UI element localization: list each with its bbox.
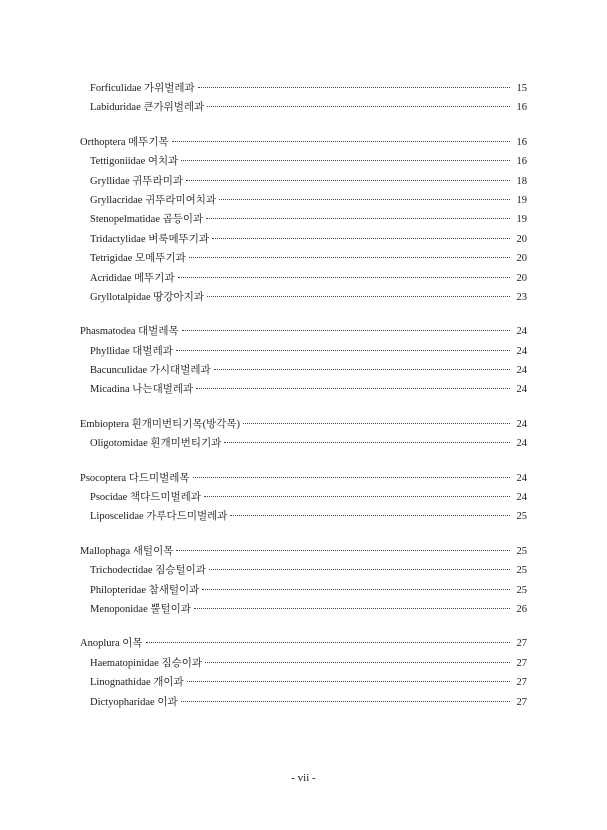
dot-leader [189,257,510,258]
dot-leader [230,515,510,516]
toc-entry-page: 26 [516,603,527,615]
toc-entry-label: Linognathidae 개이과 [90,677,184,689]
toc-entry-page: 25 [516,584,527,596]
toc-family-entry[interactable] [80,249,527,268]
dot-leader [224,442,510,443]
toc-entry-page: 24 [516,438,527,450]
toc-entry-page: 16 [516,102,527,114]
dot-leader [146,642,510,643]
toc-family-entry[interactable] [80,488,527,507]
toc-entry-label: Anoplura 이목 [80,638,143,650]
dot-leader [214,369,510,370]
toc-entry-page: 19 [516,214,527,226]
table-of-contents [80,79,527,712]
toc-entry-label: Stenopelmatidae 곱등이과 [90,214,204,226]
toc-entry-page: 25 [516,545,527,557]
toc-entry-page: 24 [516,492,527,504]
dot-leader [205,662,510,663]
toc-entry-label: Psocidae 책다드미벌레과 [90,492,201,504]
toc-family-entry[interactable] [80,654,527,673]
toc-family-entry[interactable] [80,210,527,229]
toc-order-entry[interactable] [80,469,527,488]
toc-entry-label: Menoponidae 뿔털이과 [90,603,191,615]
toc-entry-page: 24 [516,326,527,338]
toc-entry-label: Phyllidae 대벌레과 [90,345,173,357]
toc-family-entry[interactable] [80,288,527,307]
toc-entry-page: 16 [516,156,527,168]
toc-family-entry[interactable] [80,507,527,526]
toc-entry-page: 27 [516,696,527,708]
toc-entry-page: 24 [516,365,527,377]
toc-entry-page: 27 [516,657,527,669]
toc-entry-label: Philopteridae 참새털이과 [90,584,200,596]
dot-leader [172,141,510,142]
dot-leader [207,106,510,107]
toc-entry-label: Forficulidae 가위벌레과 [90,83,195,94]
toc-entry-label: Gryllacridae 귀뚜라미여치과 [90,194,217,206]
toc-family-entry[interactable] [80,693,527,712]
dot-leader [207,296,510,297]
toc-entry-page: 24 [516,472,527,484]
toc-family-entry[interactable] [80,361,527,380]
toc-family-entry[interactable] [80,172,527,191]
dot-leader [206,218,510,219]
toc-entry-page: 15 [516,83,527,94]
dot-leader [243,423,510,424]
toc-family-entry[interactable] [80,98,527,117]
toc-family-entry[interactable] [80,581,527,600]
toc-entry-label: Haematopinidae 짐승이과 [90,657,203,669]
toc-entry-label: Mallophaga 새털이목 [80,545,174,557]
toc-family-entry[interactable] [80,434,527,453]
dot-leader [176,350,510,351]
toc-entry-label: Gryllidae 귀뚜라미과 [90,175,183,187]
toc-family-entry[interactable] [80,380,527,399]
toc-family-entry[interactable] [80,673,527,692]
dot-leader [204,496,510,497]
page-number: - vii - [291,772,316,784]
toc-entry-label: Embioptera 흰개미번티기목(방각목) [80,418,241,430]
toc-entry-label: Orthoptera 메뚜기목 [80,136,169,148]
dot-leader [196,388,510,389]
toc-entry-label: Oligotomidae 흰개미번티기과 [90,438,222,450]
dot-leader [187,681,510,682]
toc-family-entry[interactable] [80,269,527,288]
toc-entry-label: Psocoptera 다드미벌레목 [80,472,190,484]
toc-family-entry[interactable] [80,230,527,249]
toc-entry-label: Bacunculidae 가시대벌레과 [90,365,211,377]
dot-leader [198,87,510,88]
toc-entry-label: Labiduridae 큰가위벌레과 [90,102,205,114]
dot-leader [181,701,510,702]
toc-order-entry[interactable] [80,322,527,341]
toc-entry-label: Liposcelidae 가루다드미벌레과 [90,511,228,523]
toc-entry-label: Trichodectidae 짐승털이과 [90,565,206,577]
toc-entry-page: 20 [516,272,527,284]
toc-entry-page: 18 [516,175,527,187]
toc-order-entry[interactable] [80,634,527,653]
toc-entry-page: 20 [516,253,527,265]
dot-leader [212,238,510,239]
toc-entry-page: 24 [516,345,527,357]
toc-entry-label: Tettigoniidae 여치과 [90,156,179,168]
toc-entry-page: 19 [516,194,527,206]
toc-entry-label: Phasmatodea 대벌레목 [80,326,179,338]
toc-family-entry[interactable] [80,342,527,361]
dot-leader [181,160,510,161]
toc-family-entry[interactable] [80,191,527,210]
toc-family-entry[interactable] [80,600,527,619]
toc-order-entry[interactable] [80,415,527,434]
toc-entry-label: Gryllotalpidae 땅강아지과 [90,291,204,303]
toc-entry-page: 25 [516,511,527,523]
toc-family-entry[interactable] [80,79,527,98]
dot-leader [202,589,510,590]
dot-leader [209,569,510,570]
toc-entry-label: Tridactylidae 벼룩메뚜기과 [90,233,210,245]
toc-entry-label: Acrididae 메뚜기과 [90,272,175,284]
toc-entry-page: 23 [516,291,527,303]
toc-order-entry[interactable] [80,133,527,152]
toc-entry-page: 20 [516,233,527,245]
toc-family-entry[interactable] [80,561,527,580]
dot-leader [176,550,510,551]
dot-leader [182,330,510,331]
dot-leader [178,277,510,278]
dot-leader [193,477,510,478]
toc-entry-page: 24 [516,384,527,396]
toc-entry-page: 24 [516,418,527,430]
toc-entry-page: 27 [516,638,527,650]
toc-order-entry[interactable] [80,542,527,561]
toc-entry-label: Tetrigidae 모메뚜기과 [90,253,186,265]
toc-entry-page: 25 [516,565,527,577]
toc-entry-label: Dictyopharidae 이과 [90,696,178,708]
dot-leader [186,180,510,181]
toc-entry-page: 27 [516,677,527,689]
dot-leader [194,608,510,609]
toc-entry-page: 16 [516,136,527,148]
toc-entry-label: Micadina 나는대벌레과 [90,384,194,396]
toc-family-entry[interactable] [80,152,527,171]
dot-leader [219,199,510,200]
